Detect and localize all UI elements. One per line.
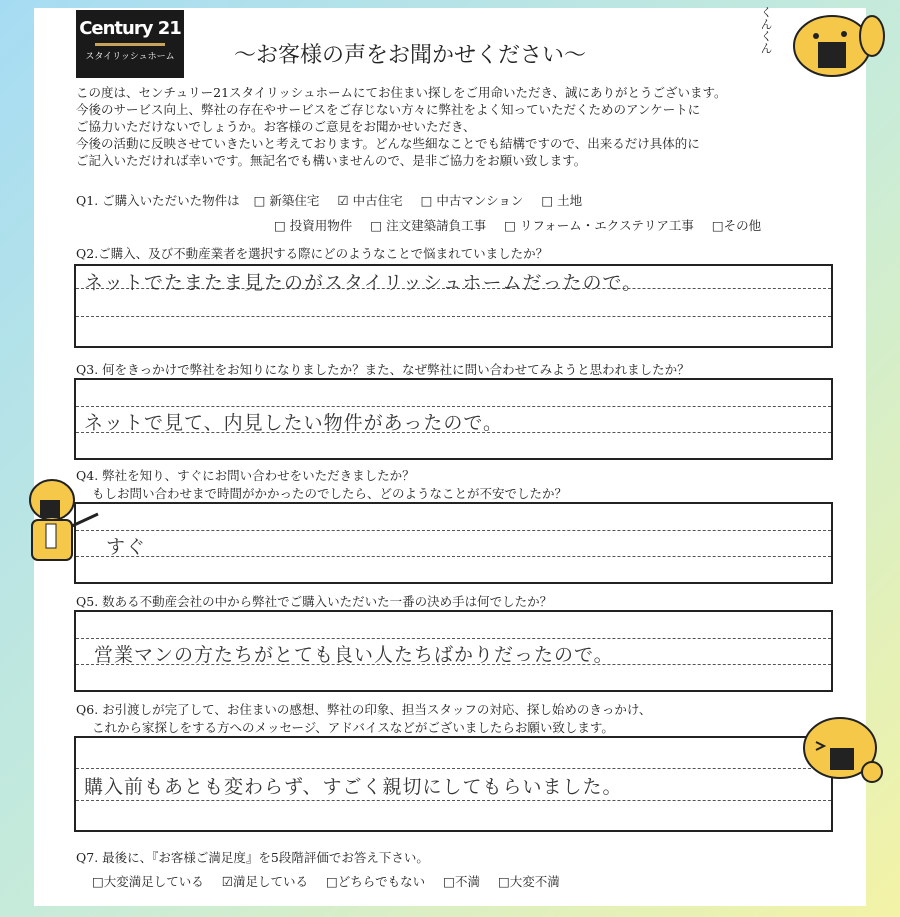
q4-answer: すぐ: [106, 536, 147, 558]
rule-line: [76, 556, 831, 557]
intro-line: ご記入いただければ幸いです。無記名でも構いませんので、是非ご協力をお願い致します。: [76, 153, 587, 168]
q1-option-reform[interactable]: □ リフォーム・エクステリア工事: [504, 218, 694, 233]
q1-row1: [76, 191, 596, 209]
q7-options: [92, 872, 574, 890]
intro-line: 今後のサービス向上、弊社の存在やサービスをご存じない方々に弊社をよく知っていただくためのアンケートに: [76, 102, 701, 117]
q6-question-line2: これから家探しをする方へのメッセージ、アドバイスなどがございましたらお願い致します。: [92, 720, 614, 735]
q7-option-very-satisfied[interactable]: □大変満足している: [92, 874, 204, 889]
q1-question: Q1. ご購入いただいた物件は: [76, 193, 240, 208]
q7-option-satisfied[interactable]: ☑満足している: [221, 874, 309, 889]
q1-option-investment[interactable]: □ 投資用物件: [274, 218, 353, 233]
q3-answer: ネットで見て、内見したい物件があったので。: [84, 412, 504, 434]
intro-paragraph: [76, 84, 856, 169]
q6-answer-box[interactable]: [74, 736, 833, 832]
rule-line: [76, 406, 831, 407]
q5-question: Q5. 数ある不動産会社の中から弊社でご購入いただいた一番の決め手は何でしたか？: [76, 594, 553, 609]
intro-line: この度は、センチュリー21スタイリッシュホームにてお住まい探しをご用命いただき、誠にありがとうございます。: [76, 85, 727, 100]
q6-question: Q6. お引渡しが完了して、お住まいの感想、弊社の印象、担当スタッフの対応、探し始めのきっかけ、: [76, 702, 652, 717]
q1-option-land[interactable]: □ 土地: [541, 193, 583, 208]
rule-line: [76, 316, 831, 317]
q1-option-used-house[interactable]: ☑ 中古住宅: [337, 193, 403, 208]
q2-answer: ネットでたまたま見たのがスタイリッシュホームだったので。: [84, 272, 643, 294]
rule-line: [76, 638, 831, 639]
rule-line: [76, 768, 831, 769]
logo-brand: Century 21: [79, 18, 181, 39]
q4-question-line2: もしお問い合わせまで時間がかかったのでしたら、どのようなことが不安でしたか？: [92, 486, 568, 501]
q7-question: Q7. 最後に、『お客様ご満足度』を5段階評価でお答え下さい。: [76, 850, 429, 865]
rule-line: [76, 530, 831, 531]
q1-option-custom-build[interactable]: □ 注文建築請負工事: [370, 218, 487, 233]
q2-question: Q2.ご購入、及び不動産業者を選択する際にどのようなことで悩まれていましたか？: [76, 246, 549, 261]
q6-answer: 購入前もあとも変わらず、すごく親切にしてもらいました。: [84, 776, 623, 798]
intro-line: ご協力いただけないでしょうか。お客様のご意見をお聞かせいただき、: [76, 119, 476, 134]
page-title: 〜お客様の声をお聞かせください〜: [234, 43, 587, 68]
q5-answer: 営業マンの方たちがとても良い人たちばかりだったので。: [94, 644, 614, 666]
q3-question: Q3. 何をきっかけで弊社をお知りになりましたか？また、なぜ弊社に問い合わせてみようと思われましたか？: [76, 362, 690, 377]
q1-option-other[interactable]: □その他: [711, 218, 762, 233]
rule-line: [76, 800, 831, 801]
logo-roof-line: [95, 43, 165, 46]
mascot-sniffing: [752, 2, 892, 86]
q7-option-very-dissatisfied[interactable]: □大変不満: [497, 874, 560, 889]
q1-option-new-house[interactable]: □ 新築住宅: [253, 193, 320, 208]
survey-sheet: [34, 8, 866, 906]
q2-answer-box[interactable]: [74, 264, 833, 348]
q4-answer-box[interactable]: [74, 502, 833, 584]
q1-option-used-mansion[interactable]: □ 中古マンション: [420, 193, 524, 208]
q5-answer-box[interactable]: [74, 610, 833, 692]
mascot-thumbs-up: [796, 712, 892, 788]
century21-logo: [76, 10, 184, 78]
q3-answer-box[interactable]: [74, 378, 833, 460]
q7-option-dissatisfied[interactable]: □不満: [443, 874, 480, 889]
logo-sub: スタイリッシュホーム: [85, 52, 175, 62]
q1-row2: [274, 216, 775, 234]
q4-question: Q4. 弊社を知り、すぐにお問い合わせをいただきましたか？: [76, 468, 415, 483]
mascot-caption: くんくん: [759, 6, 773, 54]
q7-option-neutral[interactable]: □どちらでもない: [326, 874, 426, 889]
intro-line: 今後の活動に反映させていきたいと考えております。どんな些細なことでも結構ですので、出来るだけ具体的に: [76, 136, 700, 151]
mascot-pointing: [18, 474, 102, 574]
